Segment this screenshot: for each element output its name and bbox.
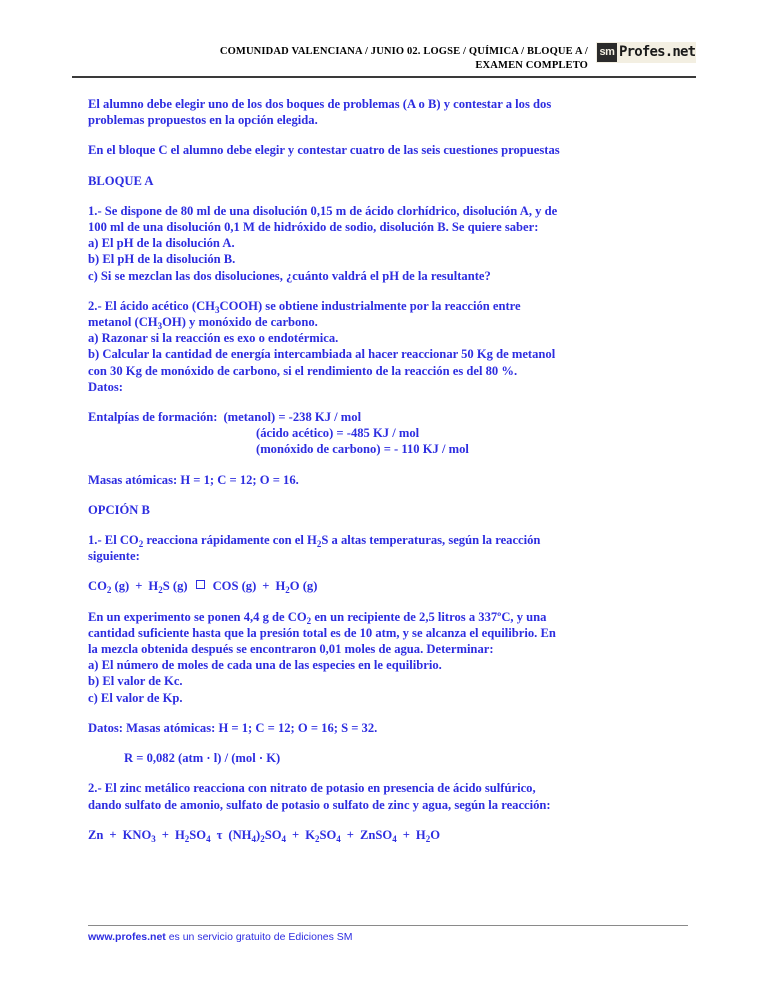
eq-b2-h2o: H — [415, 827, 426, 842]
problem-a2-item-a: a) Razonar si la reacción es exo o endotérmica. — [88, 331, 339, 346]
eq-b2-znso4-sub: 4 — [392, 833, 397, 844]
eq-b1-co2-sub: 2 — [106, 585, 112, 596]
eq-b1-co2-state: (g) — [111, 579, 130, 594]
eq-b2-h2so4-sub1: 2 — [184, 833, 190, 844]
eq-b1-h2s: H — [148, 579, 159, 594]
opcion-b-problem-1-body — [88, 609, 688, 706]
enthalpies-row-1 — [88, 409, 688, 425]
problem-b1-line1-post: S a altas temperaturas, según la reacción — [321, 533, 541, 548]
bloque-a-heading-text: BLOQUE A — [88, 173, 154, 188]
eq-b2-plus-5: + — [402, 827, 410, 842]
eq-b2-plus-4: + — [346, 827, 354, 842]
reaction-b1-text — [88, 578, 688, 594]
enthalpies-block — [88, 409, 688, 458]
problem-b1-body-post: en un recipiente de 2,5 litros a 337ºC, y una — [311, 609, 547, 624]
intro-p1-line1: El alumno debe elegir uno de los dos boques de problemas (A o B) y contestar a los dos — [88, 97, 552, 111]
gas-constant-text: R = 0,082 (atm · l) / (mol · K) — [124, 751, 281, 766]
header-title-line2: EXAMEN COMPLETO — [475, 59, 588, 71]
problem-b1-sub-1: 2 — [138, 539, 144, 550]
bloque-a-problem-2 — [88, 298, 688, 395]
enthalpies-row-2: (ácido acético) = -485 KJ / mol — [256, 426, 420, 441]
enthalpies-value-1: (metanol) = -238 KJ / mol — [223, 410, 362, 425]
opcion-b-heading-text: OPCIÓN B — [88, 502, 150, 517]
eq-b2-plus-1: + — [109, 827, 117, 842]
problem-a2-line1-post: COOH) se obtiene industrialmente por la reacción entre — [219, 298, 521, 313]
intro-p1-line2: problemas propuestos en la opción elegida. — [88, 113, 318, 128]
bloque-a-atomic-masses — [88, 472, 688, 488]
profes-net-logo — [596, 42, 696, 63]
eq-b2-nh4-end: SO — [264, 827, 282, 842]
problem-a2-line1-pre: 2.- El ácido acético (CH — [88, 298, 215, 313]
problem-a1-item-c: c) Si se mezclan las dos disoluciones, ¿cuánto valdrá el pH de la resultante? — [88, 268, 491, 283]
eq-b2-h2so4: H — [174, 827, 185, 842]
eq-b2-kno3-sub: 3 — [151, 833, 156, 844]
problem-a1-line1: 1.- Se dispone de 80 ml de una disolución 0,15 m de ácido clorhídrico, disolución A, y de — [88, 203, 558, 218]
enthalpies-label: Entalpías de formación: — [88, 410, 218, 425]
eq-b1-co2: CO — [88, 579, 107, 594]
eq-b2-k2so4-sub2: 4 — [336, 833, 341, 844]
opcion-b-heading — [88, 502, 688, 518]
problem-a2-line2-sub: 3 — [157, 321, 163, 332]
eq-b1-h2o: H — [275, 579, 286, 594]
footer-site-link[interactable]: www.profes.net — [88, 931, 166, 943]
problem-b2-line2: dando sulfato de amonio, sulfato de potasio o sulfato de zinc y agua, según la reacción: — [88, 797, 551, 812]
eq-b1-h2s-rest: S (g) — [162, 579, 188, 594]
problem-a2-line2 — [88, 314, 688, 330]
page-footer — [88, 930, 688, 944]
eq-b2-nh4-mid: ) — [255, 827, 261, 842]
eq-b1-plus-1: + — [135, 579, 143, 594]
problem-a2-line2-post: OH) y monóxido de carbono. — [162, 315, 318, 330]
eq-b2-h2so4-sub2: 4 — [206, 833, 211, 844]
eq-b1-h2s-sub: 2 — [158, 585, 163, 596]
problem-b1-body-sub: 2 — [306, 615, 312, 626]
gas-constant-block — [88, 750, 688, 766]
problem-b1-line1-mid: reacciona rápidamente con el H — [143, 533, 317, 548]
opcion-b-problem-2-statement — [88, 780, 688, 812]
eq-b2-k2so4-mid: SO — [319, 827, 337, 842]
eq-b2-nh4-sub3: 4 — [281, 833, 286, 844]
eq-b2-plus-3: + — [292, 827, 300, 842]
problem-b1-sub-2: 2 — [316, 539, 322, 550]
header-title-line1: COMUNIDAD VALENCIANA / JUNIO 02. LOGSE / QUÍMICA / BLOQUE A / — [219, 46, 588, 57]
problem-a2-line1-sub: 3 — [214, 304, 220, 315]
problem-a1-item-a: a) El pH de la disolución A. — [88, 236, 235, 251]
bloque-a-problem-1 — [88, 203, 688, 284]
problem-b1-line1 — [88, 532, 688, 548]
footer-tagline: es un servicio gratuito de Ediciones SM — [165, 931, 353, 943]
bloque-a-heading — [88, 173, 688, 189]
header-row — [72, 44, 696, 72]
problem-b1-line1-pre: 1.- El CO — [88, 533, 139, 548]
header-title — [72, 44, 596, 72]
logo-wordmark: Profes.net — [619, 44, 696, 60]
atomic-masses-text: Masas atómicas: H = 1; C = 12; O = 16. — [88, 472, 299, 487]
page-header — [0, 0, 768, 72]
header-divider — [72, 76, 696, 78]
eq-b2-k2so4-sub1: 2 — [314, 833, 320, 844]
footer-divider — [88, 925, 688, 926]
problem-a1-line2: 100 ml de una disolución 0,1 M de hidróxido de sodio, disolución B. Se quiere saber: — [88, 220, 539, 235]
problem-a2-item-b-line1: b) Calcular la cantidad de energía intercambiada al hacer reaccionar 50 Kg de metanol — [88, 347, 556, 362]
eq-b1-h2o-rest: O (g) — [289, 579, 318, 594]
eq-b1-cos: COS (g) — [212, 579, 257, 594]
reaction-equation-b1 — [88, 578, 688, 594]
intro-paragraph-1 — [88, 96, 688, 128]
intro-paragraph-2 — [88, 142, 688, 158]
problem-a2-line1 — [88, 298, 688, 314]
problem-b1-datos: Datos: Masas atómicas: H = 1; C = 12; O = 16; S = 32. — [88, 720, 378, 735]
sm-badge-icon: sm — [597, 43, 617, 62]
eq-b2-nh4-sub1: 4 — [251, 833, 256, 844]
problem-a1-item-b: b) El pH de la disolución B. — [88, 252, 236, 267]
reaction-b2-text — [88, 827, 688, 843]
problem-b1-item-c: c) El valor de Kp. — [88, 690, 183, 705]
problem-b2-line1: 2.- El zinc metálico reacciona con nitrato de potasio en presencia de ácido sulfúrico, — [88, 781, 536, 796]
reaction-equation-b2 — [88, 827, 688, 843]
problem-a2-item-b-line2: con 30 Kg de monóxido de carbono, si el rendimiento de la reacción es del 80 %. — [88, 363, 518, 378]
eq-b2-zn: Zn — [88, 827, 104, 842]
problem-a2-datos-label: Datos: — [88, 379, 123, 394]
eq-b2-h2o-sub: 2 — [425, 833, 431, 844]
eq-b2-plus-2: + — [161, 827, 169, 842]
enthalpies-row-3: (monóxido de carbono) = - 110 KJ / mol — [256, 442, 469, 457]
problem-b1-body-line1 — [88, 609, 688, 625]
eq-b1-plus-2: + — [262, 579, 270, 594]
opcion-b-datos — [88, 720, 688, 736]
problem-b1-item-b: b) El valor de Kc. — [88, 674, 183, 689]
opcion-b-problem-1-statement — [88, 532, 688, 564]
eq-b2-nh4: (NH — [228, 827, 252, 842]
problem-b1-body-pre: En un experimento se ponen 4,4 g de CO — [88, 609, 307, 624]
eq-b2-znso4: ZnSO — [359, 827, 393, 842]
exam-content — [88, 96, 688, 843]
missing-glyph-arrow-icon — [196, 580, 205, 589]
problem-b1-item-a: a) El número de moles de cada una de las especies en le equilibrio. — [88, 658, 442, 673]
eq-b2-arrow-tau: τ — [216, 827, 223, 842]
eq-b2-h2so4-mid: SO — [189, 827, 207, 842]
eq-b2-kno3: KNO — [122, 827, 152, 842]
problem-b1-line2: siguiente: — [88, 549, 140, 564]
intro-p2-line1: En el bloque C el alumno debe elegir y contestar cuatro de las seis cuestiones propuestas — [88, 143, 560, 158]
problem-b1-body-line3: la mezcla obtenida después se encontraron 0,01 moles de agua. Determinar: — [88, 642, 494, 657]
problem-a2-line2-pre: metanol (CH — [88, 315, 158, 330]
problem-b1-body-line2: cantidad suficiente hasta que la presión total es de 10 atm, y se alcanza el equilibrio. En — [88, 625, 556, 640]
eq-b2-nh4-sub2: 2 — [260, 833, 265, 844]
eq-b2-h2o-end: O — [430, 827, 440, 842]
eq-b1-h2o-sub: 2 — [285, 585, 290, 596]
eq-b2-k2so4: K — [305, 827, 315, 842]
